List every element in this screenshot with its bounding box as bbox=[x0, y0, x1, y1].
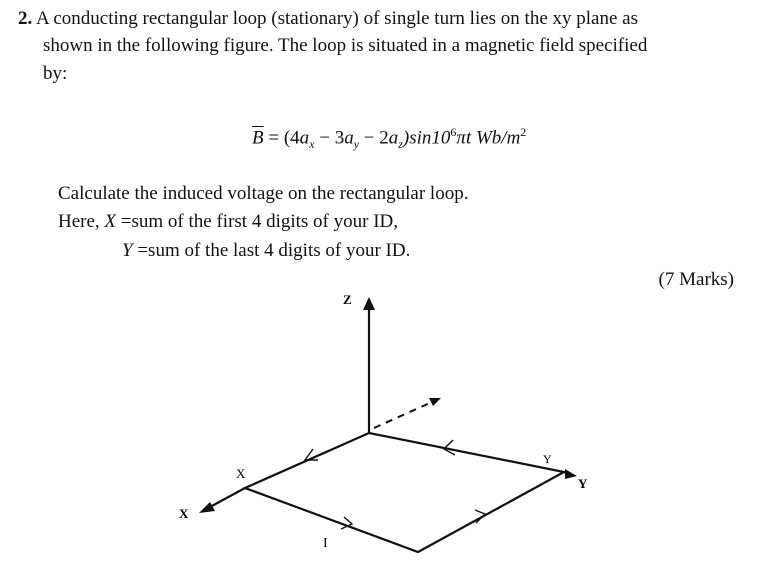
question-text-1: A conducting rectangular loop (stationary) of single turn lies on the xy plane as bbox=[32, 8, 638, 29]
instruction-line-3: Y =sum of the last 4 digits of your ID. bbox=[122, 240, 411, 261]
dashed-arrowhead bbox=[429, 398, 441, 406]
current-label: I bbox=[323, 536, 328, 551]
question-number: 2. bbox=[18, 8, 33, 29]
magnetic-field-formula: $\overline{B} = (4a_x - 3a_y - 2a_z)\sin 10^6\pi t$ $Wb/m^2$ bbox=[252, 125, 527, 152]
instruction-line-1: Calculate the induced voltage on the rectangular loop. bbox=[58, 183, 469, 204]
rectangular-loop bbox=[245, 433, 564, 552]
marks-label: (7 Marks) bbox=[658, 269, 734, 290]
dashed-normal-line bbox=[374, 402, 432, 428]
instruction-line-2: Here, X =sum of the first 4 digits of your ID, bbox=[58, 211, 398, 232]
z-axis-arrowhead bbox=[363, 297, 375, 310]
z-axis-label: Z bbox=[343, 292, 352, 307]
b-vector-symbol: $\overline{B}$ bbox=[252, 127, 264, 149]
x-axis-line bbox=[210, 488, 245, 507]
y-axis-arrowhead bbox=[565, 469, 577, 479]
question-line-2: shown in the following figure. The loop is situated in a magnetic field specified bbox=[43, 35, 648, 56]
x-axis-label: X bbox=[179, 506, 189, 521]
y-side-label: Y bbox=[543, 452, 552, 466]
question-line-3: by: bbox=[43, 63, 68, 84]
x-axis-arrowhead bbox=[199, 502, 215, 513]
y-axis-label: Y bbox=[578, 476, 588, 491]
current-arrow-top bbox=[444, 440, 455, 455]
x-side-label: X bbox=[236, 466, 246, 481]
